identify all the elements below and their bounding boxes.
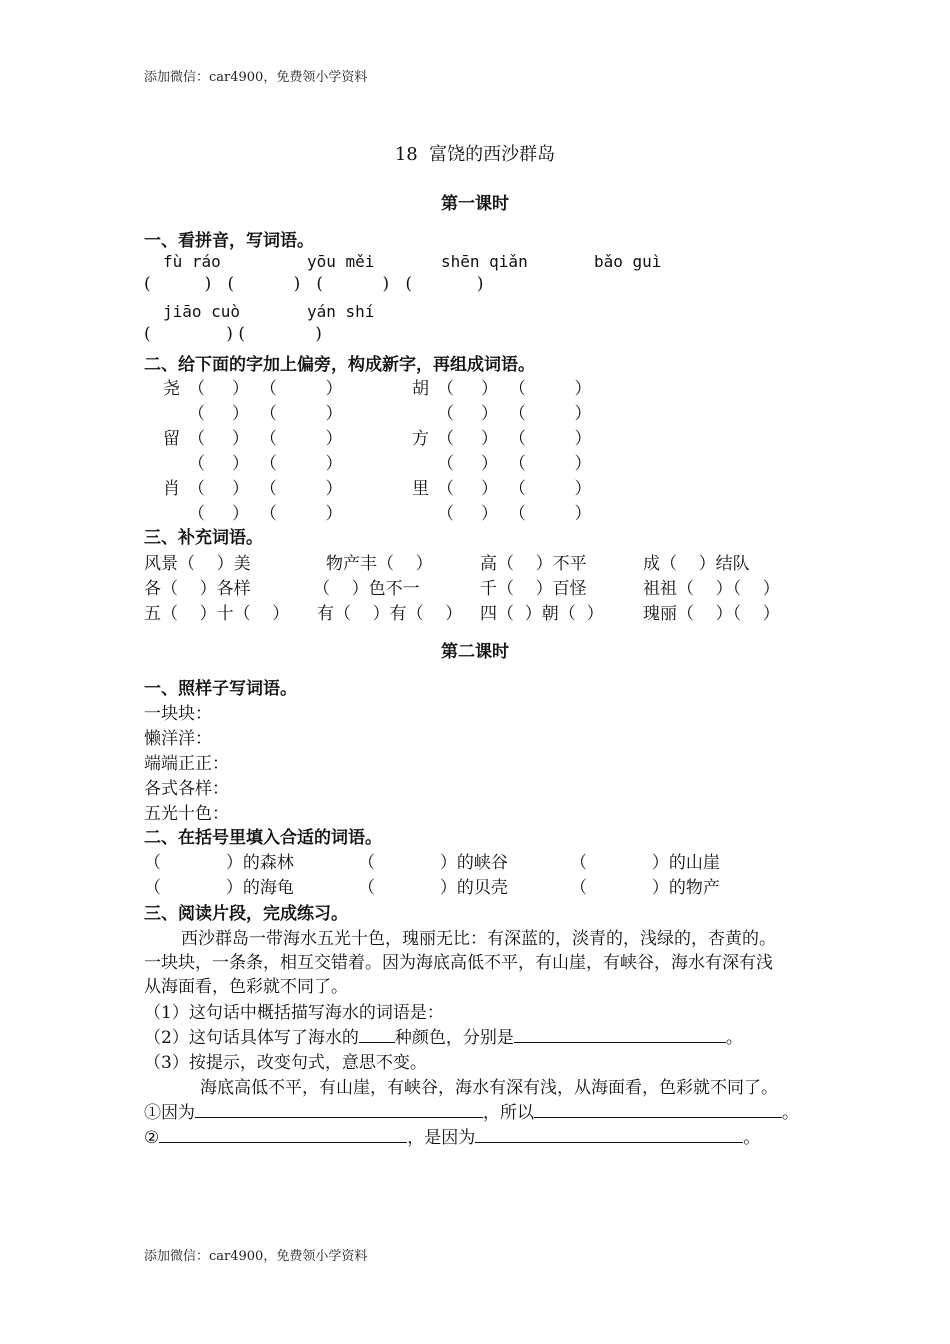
answer-line[interactable]	[534, 1102, 782, 1118]
lesson1-heading: 第一课时	[441, 194, 509, 214]
base-char: 里	[412, 479, 429, 499]
idiom-blank[interactable]: 四（ ）朝（ ）	[480, 604, 604, 624]
answer-bracket[interactable]: （ ） （ ）	[188, 479, 343, 499]
answer-bracket[interactable]: （ ） （ ）	[188, 504, 343, 524]
answer-bracket[interactable]: （ ） （ ）	[188, 404, 343, 424]
fill-blank[interactable]: （ ）的贝壳	[358, 878, 508, 898]
pinyin-2: yōu měi	[307, 252, 375, 271]
pattern-item: 懒洋洋：	[144, 729, 212, 749]
answer-line[interactable]	[514, 1027, 726, 1043]
answer-line[interactable]	[195, 1102, 483, 1118]
idiom-blank[interactable]: 祖祖（ ）（ ）	[643, 579, 780, 599]
answer-bracket[interactable]: ( ) ( ) ( ) ( )	[144, 274, 484, 294]
sub-question-1: （1）这句话中概括描写海水的词语是：	[144, 1003, 444, 1023]
answer-bracket[interactable]: （ ） （ ）	[437, 379, 592, 399]
base-char: 尧	[163, 379, 180, 399]
answer-line[interactable]	[475, 1127, 743, 1143]
answer-line[interactable]	[159, 1127, 407, 1143]
sub-question-2	[144, 1023, 743, 1048]
base-char: 胡	[412, 379, 429, 399]
l1-q2-heading: 二、给下面的字加上偏旁，构成新字，再组成词语。	[144, 355, 535, 375]
answer-bracket[interactable]: （ ） （ ）	[188, 379, 343, 399]
l2-q2-heading: 二、在括号里填入合适的词语。	[144, 828, 382, 848]
fill-blank[interactable]: （ ）的山崖	[570, 853, 720, 873]
fill-blank[interactable]: （ ）的峡谷	[358, 853, 508, 873]
idiom-blank[interactable]: 千（ ）百怪	[480, 579, 587, 599]
fill-blank[interactable]: （ ）的物产	[570, 878, 720, 898]
ans2-a: ②	[144, 1128, 160, 1148]
l2-q3-heading: 三、阅读片段，完成练习。	[144, 904, 348, 924]
pinyin-3: shēn qiǎn	[441, 252, 528, 271]
period: 。	[782, 1103, 799, 1123]
base-char: 留	[163, 429, 180, 449]
rewrite-2	[144, 1123, 760, 1148]
pattern-item: 一块块：	[144, 704, 212, 724]
header-note: 添加微信：car4900，免费领小学资料	[144, 70, 368, 85]
idiom-blank[interactable]: 高（ ）不平	[480, 554, 587, 574]
period: 。	[743, 1128, 761, 1148]
sub-question-3: （3）按提示，改变句式，意思不变。	[144, 1053, 427, 1073]
passage-line: 从海面看，色彩就不同了。	[144, 977, 348, 997]
l2-q1-heading: 一、照样子写词语。	[144, 679, 297, 699]
pinyin-1: fù ráo	[163, 252, 221, 271]
idiom-blank[interactable]: 物产丰（ ）	[326, 554, 433, 574]
pattern-item: 各式各样：	[144, 779, 229, 799]
answer-line[interactable]	[359, 1027, 395, 1043]
idiom-blank[interactable]: 成（ ）结队	[643, 554, 750, 574]
idiom-blank[interactable]: 风景（ ）美	[144, 554, 251, 574]
sub2-text-b: 种颜色，分别是	[394, 1028, 514, 1048]
fill-blank[interactable]: （ ）的森林	[144, 853, 294, 873]
pinyin-5: jiāo cuò	[163, 302, 241, 321]
idiom-blank[interactable]: 有（ ）有（ ）	[317, 604, 463, 624]
answer-bracket[interactable]: （ ） （ ）	[437, 454, 592, 474]
sub2-text-a: （2）这句话具体写了海水的	[144, 1028, 359, 1048]
l1-q1-heading: 一、看拼音，写词语。	[144, 231, 314, 251]
original-sentence: 海底高低不平，有山崖，有峡谷，海水有深有浅，从海面看，色彩就不同了。	[200, 1078, 778, 1098]
pinyin-4: bǎo guì	[594, 252, 662, 271]
pattern-item: 端端正正：	[144, 754, 229, 774]
idiom-blank[interactable]: 五（ ）十（ ）	[144, 604, 290, 624]
idiom-blank[interactable]: 各（ ）各样	[144, 579, 251, 599]
fill-blank[interactable]: （ ）的海龟	[144, 878, 294, 898]
answer-bracket[interactable]: （ ） （ ）	[437, 479, 592, 499]
base-char: 肖	[163, 479, 180, 499]
footer-note: 添加微信：car4900，免费领小学资料	[144, 1249, 368, 1264]
passage-line: 西沙群岛一带海水五光十色，瑰丽无比：有深蓝的，淡青的，浅绿的，杏黄的。	[181, 929, 776, 949]
pattern-item: 五光十色：	[144, 804, 229, 824]
base-char: 方	[412, 429, 429, 449]
idiom-blank[interactable]: （ ）色不一	[313, 579, 420, 599]
answer-bracket[interactable]: ( ) ( )	[144, 324, 322, 344]
answer-bracket[interactable]: （ ） （ ）	[188, 429, 343, 449]
answer-bracket[interactable]: （ ） （ ）	[188, 454, 343, 474]
answer-bracket[interactable]: （ ） （ ）	[437, 429, 592, 449]
answer-bracket[interactable]: （ ） （ ）	[437, 504, 592, 524]
ans1-b: ，所以	[483, 1103, 534, 1123]
idiom-blank[interactable]: 瑰丽（ ）（ ）	[643, 604, 780, 624]
ans1-a: ①因为	[144, 1103, 195, 1123]
passage-line: 一块块，一条条，相互交错着。因为海底高低不平，有山崖，有峡谷，海水有深有浅	[144, 953, 773, 973]
pinyin-6: yán shí	[307, 302, 375, 321]
lesson2-heading: 第二课时	[441, 642, 509, 662]
period: 。	[725, 1028, 743, 1048]
ans2-b: ，是因为	[407, 1128, 476, 1148]
page-title: 18 富饶的西沙群岛	[394, 144, 556, 165]
answer-bracket[interactable]: （ ） （ ）	[437, 404, 592, 424]
rewrite-1	[144, 1098, 799, 1123]
l1-q3-heading: 三、补充词语。	[144, 528, 263, 548]
